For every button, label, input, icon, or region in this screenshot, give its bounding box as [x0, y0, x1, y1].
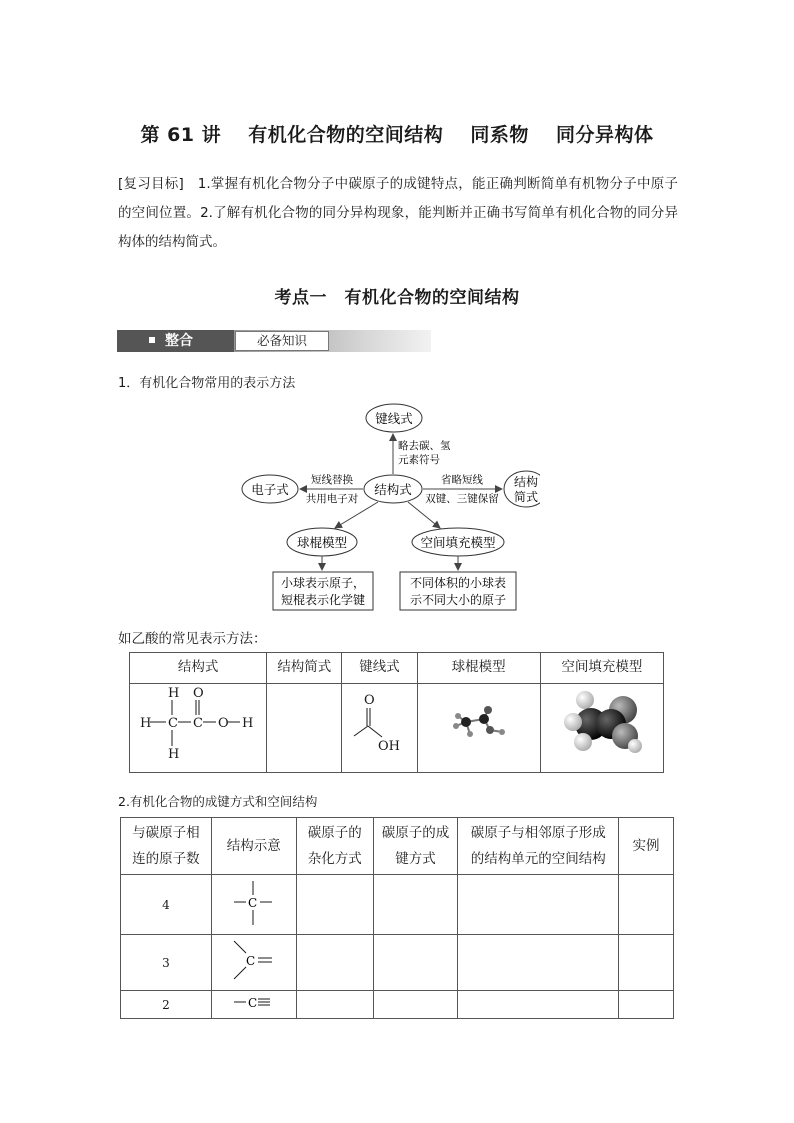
node-ball-label: 球棍模型 [296, 535, 348, 550]
space-filling-model [541, 684, 663, 768]
bond-type-cell [373, 991, 458, 1019]
example-intro: 如乙酸的常见表示方法： [118, 631, 267, 647]
structure-sketch-cell [211, 935, 296, 991]
atom-h-right: H [242, 716, 254, 731]
hybridization-cell [296, 991, 373, 1019]
atom-h-bottom: H [168, 747, 180, 762]
trigonal-carbon-sketch [212, 935, 296, 987]
col-geometry [458, 818, 619, 875]
col-structure-sketch: 结构示意 [211, 818, 296, 875]
node-condensed-label1: 结构 [513, 475, 539, 489]
bond-type-cell [373, 935, 458, 991]
ball-model-cell [417, 684, 540, 773]
sketch-carbon: C [245, 954, 255, 968]
top-edge-label2: 元素符号 [398, 454, 440, 466]
space-model-cell [540, 684, 663, 773]
atom-count-cell: 2 [121, 991, 212, 1019]
representation-diagram [240, 402, 540, 614]
table-header-row [130, 653, 664, 684]
col-hybridization-line2: 杂化方式 [307, 851, 362, 867]
section1-heading: 1．有机化合物常用的表示方法 [118, 376, 296, 391]
col-atom-count [121, 818, 212, 875]
banner-left-label: 整合 [165, 333, 193, 349]
section-banner [117, 330, 431, 352]
example-cell [619, 875, 674, 935]
col-bond-type-line1: 碳原子的成 [381, 825, 450, 841]
hydrogen-atom [455, 713, 461, 719]
hydrogen-atom [467, 731, 473, 737]
review-goals-tag: [复习目标] [118, 176, 184, 192]
condensed-formula-cell [267, 684, 342, 773]
table-row [130, 684, 664, 773]
node-space-label: 空间填充模型 [420, 535, 496, 550]
structural-formula [130, 684, 266, 768]
top-edge-label1: 略去碳、氢 [398, 440, 451, 452]
node-electron-label: 电子式 [251, 482, 289, 497]
left-edge-label1: 短线替换 [311, 474, 353, 486]
node-skeletal-label: 键线式 [375, 411, 413, 426]
hydrogen-sphere [574, 733, 592, 751]
atom-c1: C [168, 716, 178, 731]
col-bond-type-line2: 键方式 [395, 851, 436, 867]
page-title [0, 120, 794, 147]
banner-left [117, 330, 234, 352]
example-cell [619, 935, 674, 991]
skeletal-formula [342, 684, 416, 768]
col-geometry-line2: 的结构单元的空间结构 [470, 851, 606, 867]
hydrogen-sphere [564, 713, 582, 731]
right-edge-label1: 省略短线 [441, 474, 483, 486]
structure-sketch-cell [211, 875, 296, 935]
title-lecture: 第 61 讲 [140, 124, 222, 146]
hydrogen-sphere [576, 691, 594, 709]
hybridization-cell [296, 935, 373, 991]
node-condensed-label2: 简式 [513, 490, 539, 504]
bonding-table [120, 817, 674, 1019]
col-hybridization-line1: 碳原子的 [307, 825, 362, 841]
ball-stick-model [418, 684, 540, 768]
title-homologue: 同系物 [470, 124, 529, 146]
col-space: 空间填充模型 [540, 653, 663, 684]
col-structural: 结构式 [130, 653, 267, 684]
atom-count-cell: 3 [121, 935, 212, 991]
structure-sketch-cell [211, 991, 296, 1019]
space-desc-line2: 示不同大小的原子 [409, 593, 507, 607]
carbon-atom-2 [479, 714, 489, 724]
banner-right-label: 必备知识 [235, 331, 329, 351]
col-geometry-line1: 碳原子与相邻原子形成 [470, 825, 606, 841]
geometry-cell [458, 991, 619, 1019]
ball-desc-line2: 短棍表示化学键 [280, 593, 366, 607]
arrow-icon [408, 502, 440, 528]
title-isomer: 同分异构体 [556, 124, 654, 146]
atom-h-left: H [140, 716, 152, 731]
col-atom-count-line1: 与碳原子相 [132, 825, 200, 841]
linear-carbon-sketch [212, 991, 296, 1015]
right-edge-label2: 双键、三键保留 [425, 493, 499, 505]
carbon-atom-1 [461, 717, 471, 727]
acetic-acid-table [129, 652, 664, 773]
table-row [121, 935, 674, 991]
col-bond-type [373, 818, 458, 875]
space-desc-line1: 不同体积的小球表 [409, 576, 507, 590]
table-row [121, 875, 674, 935]
hydrogen-atom [453, 723, 459, 729]
geometry-cell [458, 935, 619, 991]
sketch-carbon: C [247, 896, 257, 910]
hybridization-cell [296, 875, 373, 935]
table-header-row [121, 818, 674, 875]
ball-desc-line1: 小球表示原子， [280, 576, 366, 590]
left-edge-label2: 共用电子对 [305, 493, 359, 505]
col-ball: 球棍模型 [417, 653, 540, 684]
skeletal-formula-cell [342, 684, 417, 773]
col-atom-count-line2: 连的原子数 [132, 851, 200, 867]
tetrahedral-carbon-sketch [212, 875, 296, 931]
oxygen-atom-1 [484, 706, 492, 714]
atom-o-top: O [193, 686, 204, 701]
table-row [121, 991, 674, 1019]
hydrogen-atom [499, 729, 505, 735]
atom-h-top: H [168, 686, 180, 701]
section-heading: 考点一 有机化合物的空间结构 [274, 288, 520, 308]
structural-formula-cell [130, 684, 267, 773]
node-structural-label: 结构式 [374, 482, 412, 497]
skeletal-o: O [364, 693, 376, 708]
oxygen-atom-2 [486, 726, 494, 734]
title-topic: 有机化合物的空间结构 [248, 124, 444, 146]
atom-c2: C [193, 716, 203, 731]
hydrogen-sphere [628, 739, 642, 753]
review-goals [118, 170, 678, 257]
skeletal-oh: OH [378, 739, 401, 754]
atom-count-cell: 4 [121, 875, 212, 935]
sketch-carbon: C [247, 996, 257, 1010]
bond-type-cell [373, 875, 458, 935]
atom-o-right: O [218, 716, 229, 731]
col-condensed: 结构简式 [267, 653, 342, 684]
col-hybridization [296, 818, 373, 875]
col-skeletal: 键线式 [342, 653, 417, 684]
col-example: 实例 [619, 818, 674, 875]
geometry-cell [458, 875, 619, 935]
square-bullet-icon [149, 337, 155, 343]
arrow-icon [335, 502, 378, 528]
review-goals-text: 1.掌握有机化合物分子中碳原子的成键特点，能正确判断简单有机物分子中原子的空间位置。2.了解有机化合物的同分异构现象，能判断并正确书写简单有机化合物的同分异构体的结构简式。 [118, 176, 678, 250]
section2-heading: 2.有机化合物的成键方式和空间结构 [118, 794, 318, 809]
example-cell [619, 991, 674, 1019]
